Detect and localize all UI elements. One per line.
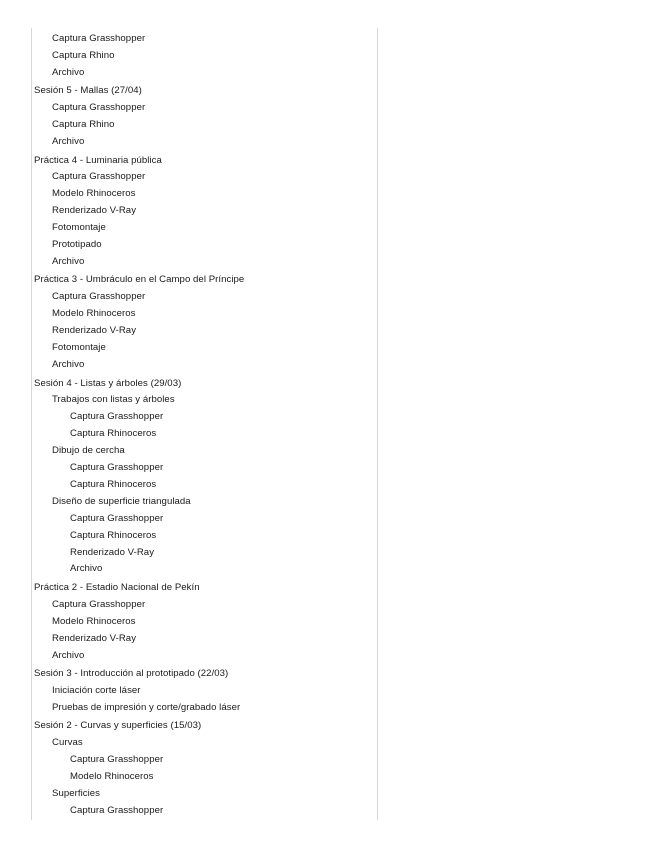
subitem-link[interactable]: Modelo Rhinoceros (70, 771, 154, 783)
subitem-link[interactable]: Captura Grasshopper (52, 102, 146, 114)
section-link[interactable]: Práctica 2 - Estadio Nacional de Pekín (34, 581, 200, 593)
subitem-link[interactable]: Archivo (52, 649, 85, 661)
subitem-link[interactable]: Diseño de superficie triangulada (52, 495, 191, 507)
subitem-link[interactable]: Archivo (52, 255, 85, 267)
subitem-link[interactable]: Renderizado V-Ray (52, 325, 137, 337)
subitem-link[interactable]: Dibujo de cercha (52, 445, 125, 457)
section-link[interactable]: Práctica 4 - Luminaria pública (34, 154, 162, 166)
subitem-link[interactable]: Renderizado V-Ray (52, 205, 137, 217)
subitem-link[interactable]: Prototipado (52, 239, 102, 251)
subitem-link[interactable]: Captura Rhinoceros (70, 428, 157, 440)
navigation-tree (34, 31, 364, 820)
subitem-link[interactable]: Captura Grasshopper (52, 291, 146, 303)
subitem-link[interactable]: Modelo Rhinoceros (52, 308, 136, 320)
subitem-link[interactable]: Superficies (52, 788, 101, 800)
subitem-link[interactable]: Archivo (52, 136, 85, 148)
section-link[interactable]: Sesión 4 - Listas y árboles (29/03) (34, 377, 182, 389)
subitem-link[interactable]: Modelo Rhinoceros (52, 615, 136, 627)
subitem-link[interactable]: Captura Grasshopper (70, 754, 164, 766)
section-link[interactable]: Sesión 3 - Introducción al prototipado (22/03) (34, 668, 229, 680)
subitem-link[interactable]: Trabajos con listas y árboles (52, 394, 175, 406)
subitem-link[interactable]: Archivo (70, 563, 103, 575)
subitem-link[interactable]: Fotomontaje (52, 222, 106, 234)
subitem-link[interactable]: Captura Grasshopper (52, 171, 146, 183)
subitem-link[interactable]: Archivo (52, 359, 85, 370)
subitem-link[interactable]: Captura Rhino (52, 49, 115, 61)
subitem-link[interactable]: Captura Grasshopper (70, 462, 164, 474)
subitem-link[interactable]: Captura Grasshopper (70, 512, 164, 524)
subitem-link[interactable]: Captura Rhinoceros (70, 478, 157, 490)
subitem-link[interactable]: Captura Grasshopper (70, 411, 164, 423)
subitem-link[interactable]: Captura Grasshopper (70, 804, 164, 816)
section-link[interactable]: Sesión 5 - Mallas (27/04) (34, 85, 142, 97)
subitem-link[interactable]: Captura Rhino (52, 119, 115, 131)
subitem-link[interactable]: Captura Grasshopper (52, 598, 146, 610)
subitem-link[interactable]: Captura Rhinoceros (70, 529, 157, 541)
subitem-link[interactable]: Renderizado V-Ray (52, 632, 137, 644)
subitem-link[interactable]: Curvas (52, 737, 83, 749)
subitem-link[interactable]: Captura Grasshopper (52, 33, 146, 44)
section-link[interactable]: Sesión 2 - Curvas y superficies (15/03) (34, 720, 202, 732)
subitem-link[interactable]: Pruebas de impresión y corte/grabado láser (52, 701, 241, 713)
subitem-link[interactable]: Fotomontaje (52, 342, 106, 354)
subitem-link[interactable]: Modelo Rhinoceros (52, 188, 136, 200)
section-link[interactable]: Práctica 3 - Umbráculo en el Campo del Príncipe (34, 274, 245, 286)
subitem-link[interactable]: Archivo (52, 66, 85, 78)
subitem-link[interactable]: Iniciación corte láser (52, 685, 141, 696)
subitem-link[interactable]: Renderizado V-Ray (70, 546, 155, 558)
